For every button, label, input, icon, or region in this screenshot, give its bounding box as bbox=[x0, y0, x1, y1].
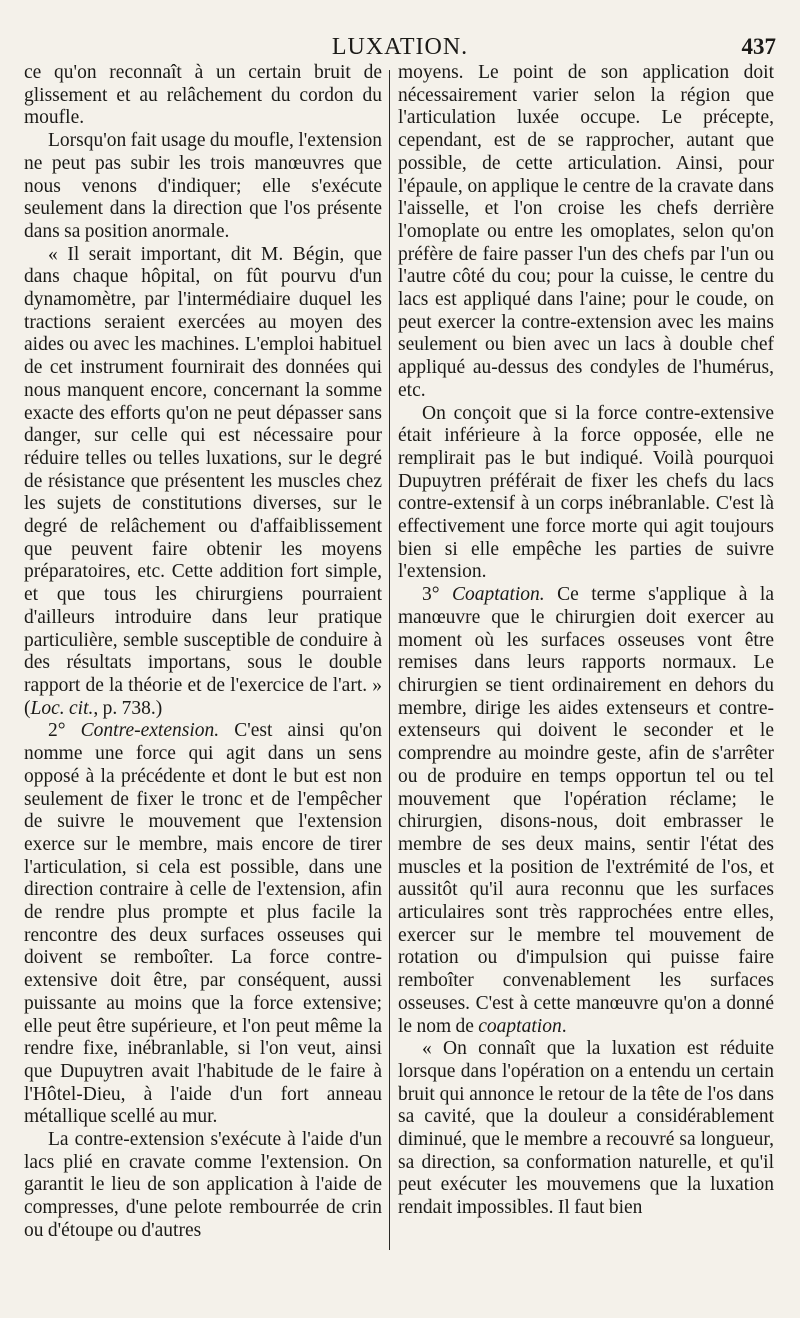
paragraph bbox=[398, 584, 774, 1038]
paragraph: La contre-extension s'exécute à l'aide d'un lacs plié en cravate comme l'extension. On garantit le lieu de son application à l'aide de compresses, d'une pelote rembourrée de crin ou d'étoupe ou d'autres bbox=[24, 1129, 382, 1241]
section-text: Ce terme s'applique à la manœuvre que le chirurgien doit exercer au moment où les surfaces osseuses vont être remises dans leurs rapports normaux. Le chirurgien se tient ordinairement en dehors du membre, dirige les aides extenseurs et contre-extenseurs qui doivent le seconder et le comprendre au moindre geste, afin de s'arrêter ou de produire en temps opportun tel ou tel mouvement que l'opération réclame; le chirurgien, disons-nous, doit embrasser le membre de ses deux mains, sentir l'état des muscles et la position de l'extrémité de l'os, et aussitôt qu'il aura reconnu que les surfaces articulaires sont très rapprochées entre elles, exercer sur le membre tel mouvement de rotation ou d'impulsion qui puisse faire remboîter convenablement les surfaces osseuses. C'est à cette manœuvre qu'on a donné le nom de bbox=[398, 584, 774, 1037]
right-column bbox=[398, 62, 774, 1220]
section-term: Coaptation. bbox=[452, 584, 545, 606]
paragraph bbox=[24, 244, 382, 721]
paragraph: « On connaît que la luxation est réduite lorsque dans l'opération on a entendu un certain bruit qui annonce le retour de la tête de l'os dans sa cavité, que la douleur a considérablement diminué, que le membre a recouvré sa longueur, sa direction, sa conformation naturelle, et qu'il peut exécuter les mouvemens que la luxation rendait impossibles. Il faut bien bbox=[398, 1038, 774, 1219]
section-term: Contre-extension. bbox=[80, 720, 220, 742]
column-divider bbox=[389, 70, 390, 1250]
paragraph bbox=[24, 720, 382, 1129]
citation: Loc. cit. bbox=[30, 697, 94, 719]
left-column bbox=[24, 62, 382, 1243]
citation-page: , p. 738.) bbox=[93, 697, 163, 719]
defined-term: coaptation bbox=[478, 1015, 562, 1037]
section-text: C'est ainsi qu'on nomme une force qui agit dans un sens opposé à la précédente et dont le but est non seulement de fixer le tronc et de l'empêcher de suivre le mouvement que l'extension exerce sur le membre, mais encore de tirer l'articulation, si cela est possible, dans une direction contraire à celle de l'extension, afin de rendre plus prompte et plus facile la rencontre des deux surfaces osseuses qui doivent se remboîter. La force contre-extensive doit être, par conséquent, aussi puissante au moins que la force extensive; elle peut être supérieure, et l'on peut même la rendre fixe, inébranlable, si l'on veut, ainsi que Dupuytren avait l'habitude de le faire à l'Hôtel-Dieu, à l'aide d'un fort anneau métallique scellé au mur. bbox=[24, 720, 382, 1128]
page-number: 437 bbox=[741, 34, 776, 59]
paragraph: On conçoit que si la force contre-extensive était inférieure à la force opposée, elle ne remplirait pas le but indiqué. Voilà pourquoi Dupuytren préférait de fixer les chefs du lacs contre-extensif à un corps inébranlable. C'est là effectivement une force morte qui agit toujours bien si elle empêche les parties de suivre l'extension. bbox=[398, 402, 774, 583]
running-title: LUXATION. bbox=[331, 34, 469, 60]
section-number: 3° bbox=[422, 584, 453, 606]
section-number: 2° bbox=[48, 720, 81, 742]
section-end: . bbox=[561, 1015, 567, 1037]
paragraph: Lorsqu'on fait usage du moufle, l'extension ne peut pas subir les trois manœuvres que nous venons d'indiquer; elle s'exécute seulement dans la direction que l'os présente dans sa position anormale. bbox=[24, 130, 382, 242]
paragraph: ce qu'on reconnaît à un certain bruit de glissement et au relâchement du cordon du moufle. bbox=[24, 62, 382, 129]
paragraph: moyens. Le point de son application doit nécessairement varier selon la région que l'articulation luxée occupe. Le précepte, cependant, est de se rapprocher, autant que possible, de cette articulation. Ainsi, pour l'épaule, on applique le centre de la cravate dans l'aisselle, et l'on croise les chefs derrière l'omoplate ou entre les omoplates, selon qu'on préfère de faire passer l'un des chefs par l'un ou l'autre côté du cou; pour la cuisse, le centre du lacs est appliqué dans l'aine; pour le coude, on peut exercer la contre-extension avec les mains seulement ou bien avec un lacs à double chef appliqué au-dessus des condyles de l'humérus, etc. bbox=[398, 62, 774, 401]
quote-text: « Il serait important, dit M. Bégin, que dans chaque hôpital, on fût pourvu d'un dynamomètre, par l'intermédiaire duquel les tractions seraient exercées au moyen des aides ou avec les machines. L'emploi habituel de cet instrument fournirait des données qui nous manquent encore, concernant la somme exacte des efforts qu'on ne peut dépasser sans danger, sur celle qui est nécessaire pour réduire telles ou telles luxations, sur le degré de résistance que présentent les muscles chez les sujets de constitutions diverses, sur le degré de relâchement ou d'affaiblissement que peuvent faire obtenir les moyens préparatoires, etc. Cette addition fort simple, et que tous les chirurgiens pourraient d'ailleurs introduire dans leur pratique particulière, semble susceptible de conduire à des résultats importans, sous le double rapport de la théorie et de l'exercice de l'art. » ( bbox=[24, 243, 382, 719]
page-header bbox=[0, 34, 800, 64]
